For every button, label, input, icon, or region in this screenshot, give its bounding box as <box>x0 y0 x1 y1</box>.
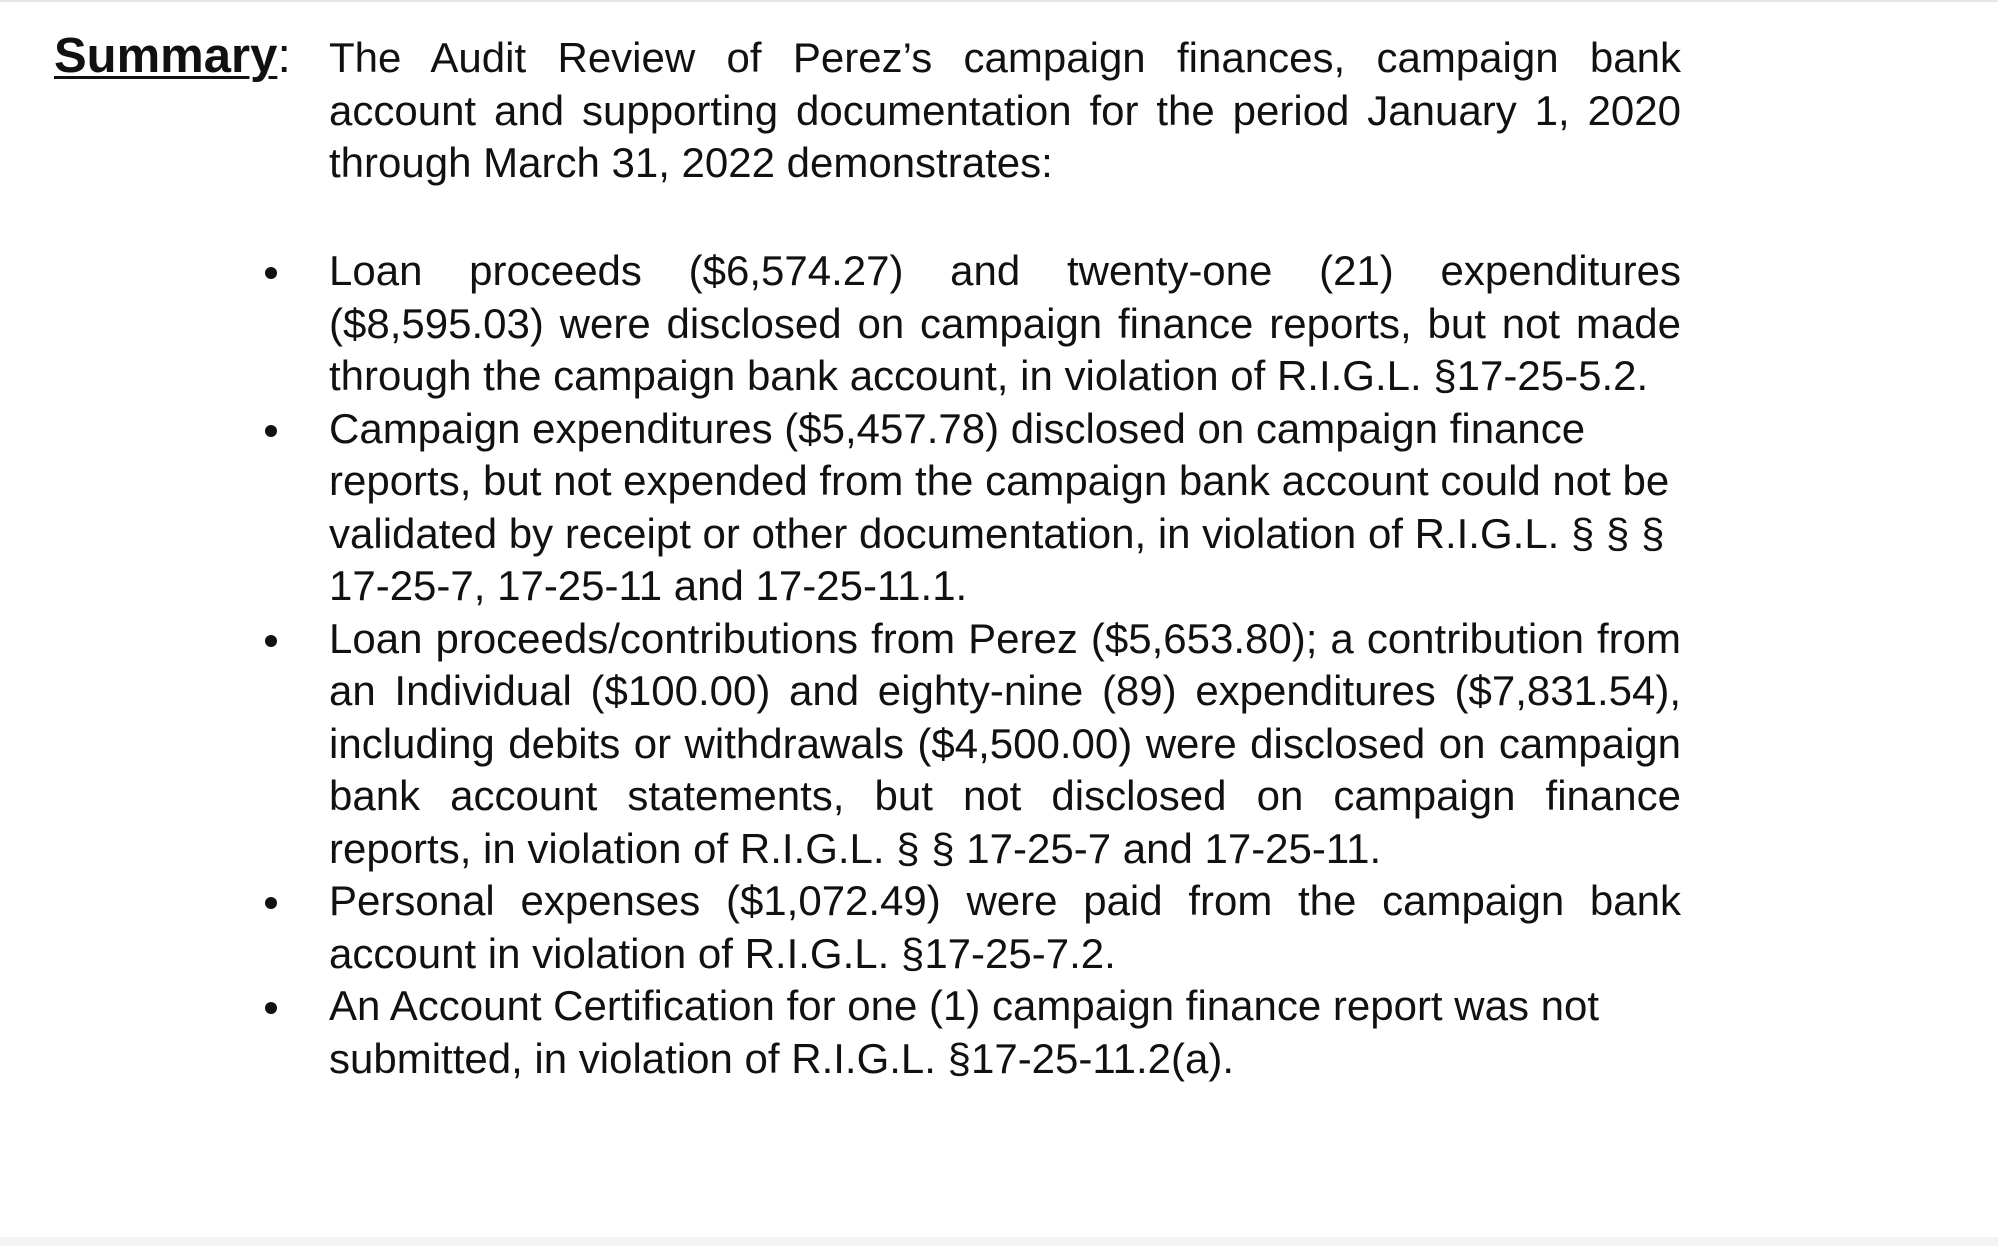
bullet-icon <box>265 267 277 279</box>
finding-item <box>329 613 1681 876</box>
findings-list <box>329 245 1681 1085</box>
bullet-icon <box>265 897 277 909</box>
finding-item <box>329 403 1681 613</box>
finding-item <box>329 875 1681 980</box>
finding-text: Campaign expenditures ($5,457.78) disclosed on campaign finance reports, but not expended from the campaign bank account could not be validated by receipt or other documentation, in violation of R.I.G.L. § § § 17-25-7, 17-25-11 and 17-25-11.1. <box>329 404 1670 609</box>
summary-heading <box>54 26 291 86</box>
bullet-icon <box>265 1002 277 1014</box>
summary-heading-colon: : <box>277 29 291 83</box>
summary-heading-word: Summary <box>54 29 278 83</box>
bullet-icon <box>265 425 277 437</box>
finding-item <box>329 245 1681 403</box>
finding-text: Personal expenses ($1,072.49) were paid from the campaign bank account in violation of R.I.G.L. §17-25-7.2. <box>329 877 1681 977</box>
finding-text: Loan proceeds ($6,574.27) and twenty-one (21) expenditures ($8,595.03) were disclosed on campaign finance reports, but not made through the campaign bank account, in violation of R.I.G.L. §17-25-5.2. <box>329 247 1681 399</box>
finding-text: Loan proceeds/contributions from Perez ($5,653.80); a contribution from an Individual ($100.00) and eighty-nine (89) expenditures ($7,831.54), including debits or withdrawals ($4,500.00) were disclosed on campaign bank account statements, but not disclosed on campaign finance reports, in violation of R.I.G.L. § § 17-25-7 and 17-25-11. <box>329 614 1681 872</box>
summary-intro: The Audit Review of Perez’s campaign finances, campaign bank account and supporting documentation for the period January 1, 2020 through March 31, 2022 demonstrates: <box>329 34 1681 186</box>
finding-item <box>329 980 1681 1085</box>
bullet-icon <box>265 635 277 647</box>
finding-text: An Account Certification for one (1) campaign finance report was not submitted, in violation of R.I.G.L. §17-25-11.2(a). <box>329 982 1600 1082</box>
